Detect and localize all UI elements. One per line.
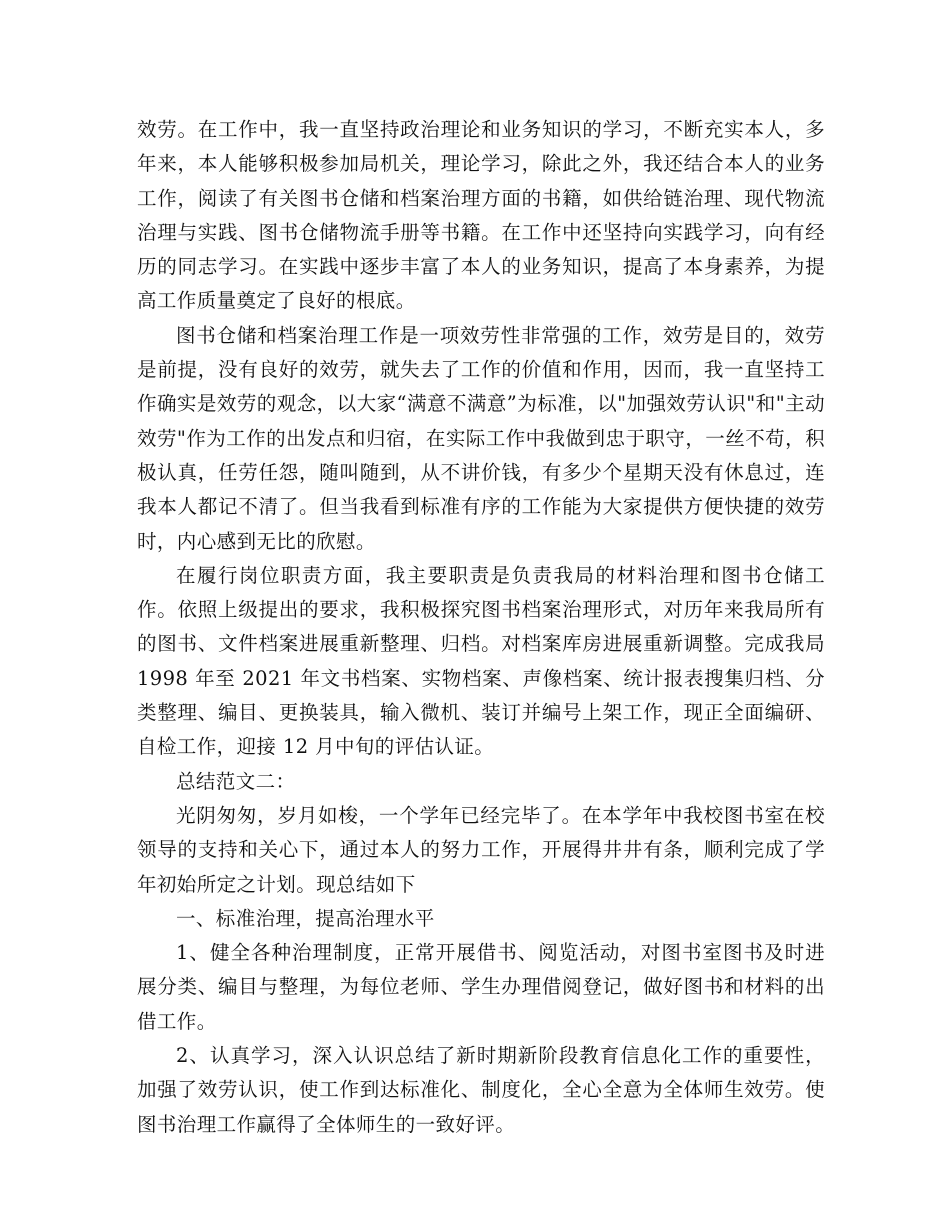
section-heading-standard-management: 一、标准治理，提高治理水平 xyxy=(176,906,435,930)
paragraph-service: 图书仓储和档案治理工作是一项效劳性非常强的工作，效劳是目的，效劳是前提，没有良好的效劳，就失去了工作的价值和作用，因而，我一直坚持工作确实是效劳的观念，以大家“满意不满意”为标准，以"加强效劳认识"和"主动效劳"作为工作的出发点和归宿，在实际工作中我做到忠于职守，一丝不苟，积极认真，任劳任怨，随叫随到，从不讲价钱，有多少个星期天没有休息过，连我本人都记不清了。但当我看到标准有序的工作能为大家提供方便快捷的效劳时，内心感到无比的欣慰。 xyxy=(137,323,825,553)
document-body xyxy=(137,113,825,1142)
list-item-1: 1、健全各种治理制度，正常开展借书、阅览活动，对图书室图书及时进展分类、编目与整理，为每位老师、学生办理借阅登记，做好图书和材料的出借工作。 xyxy=(137,941,825,1033)
paragraph-duties: 在履行岗位职责方面，我主要职责是负责我局的材料治理和图书仓储工作。依照上级提出的要求，我积极探究图书档案治理形式，对历年来我局所有的图书、文件档案进展重新整理、归档。对档案库房进展重新调整。完成我局 1998 年至 2021 年文书档案、实物档案、声像档案、统计报表搜集归档、分类整理、编目、更换装具，输入微机、装订并编号上架工作，现正全面编研、自检工作，迎接 12 月中旬的评估认证。 xyxy=(137,563,825,759)
paragraph-intro: 光阴匆匆，岁月如梭，一个学年已经完毕了。在本学年中我校图书室在校领导的支持和关心下，通过本人的努力工作，开展得井井有条，顺利完成了学年初始所定之计划。现总结如下 xyxy=(137,803,825,896)
section-heading-sample-two: 总结范文二： xyxy=(176,769,296,793)
paragraph-continued: 效劳。在工作中，我一直坚持政治理论和业务知识的学习，不断充实本人，多年来，本人能够积极参加局机关，理论学习，除此之外，我还结合本人的业务工作，阅读了有关图书仓储和档案治理方面的书籍，如供给链治理、现代物流治理与实践、图书仓储物流手册等书籍。在工作中还坚持向实践学习，向有经历的同志学习。在实践中逐步丰富了本人的业务知识，提高了本身素养，为提高工作质量奠定了良好的根底。 xyxy=(137,118,825,313)
list-item-2: 2、认真学习，深入认识总结了新时期新阶段教育信息化工作的重要性，加强了效劳认识，使工作到达标准化、制度化，全心全意为全体师生效劳。使图书治理工作赢得了全体师生的一致好评。 xyxy=(137,1044,825,1136)
